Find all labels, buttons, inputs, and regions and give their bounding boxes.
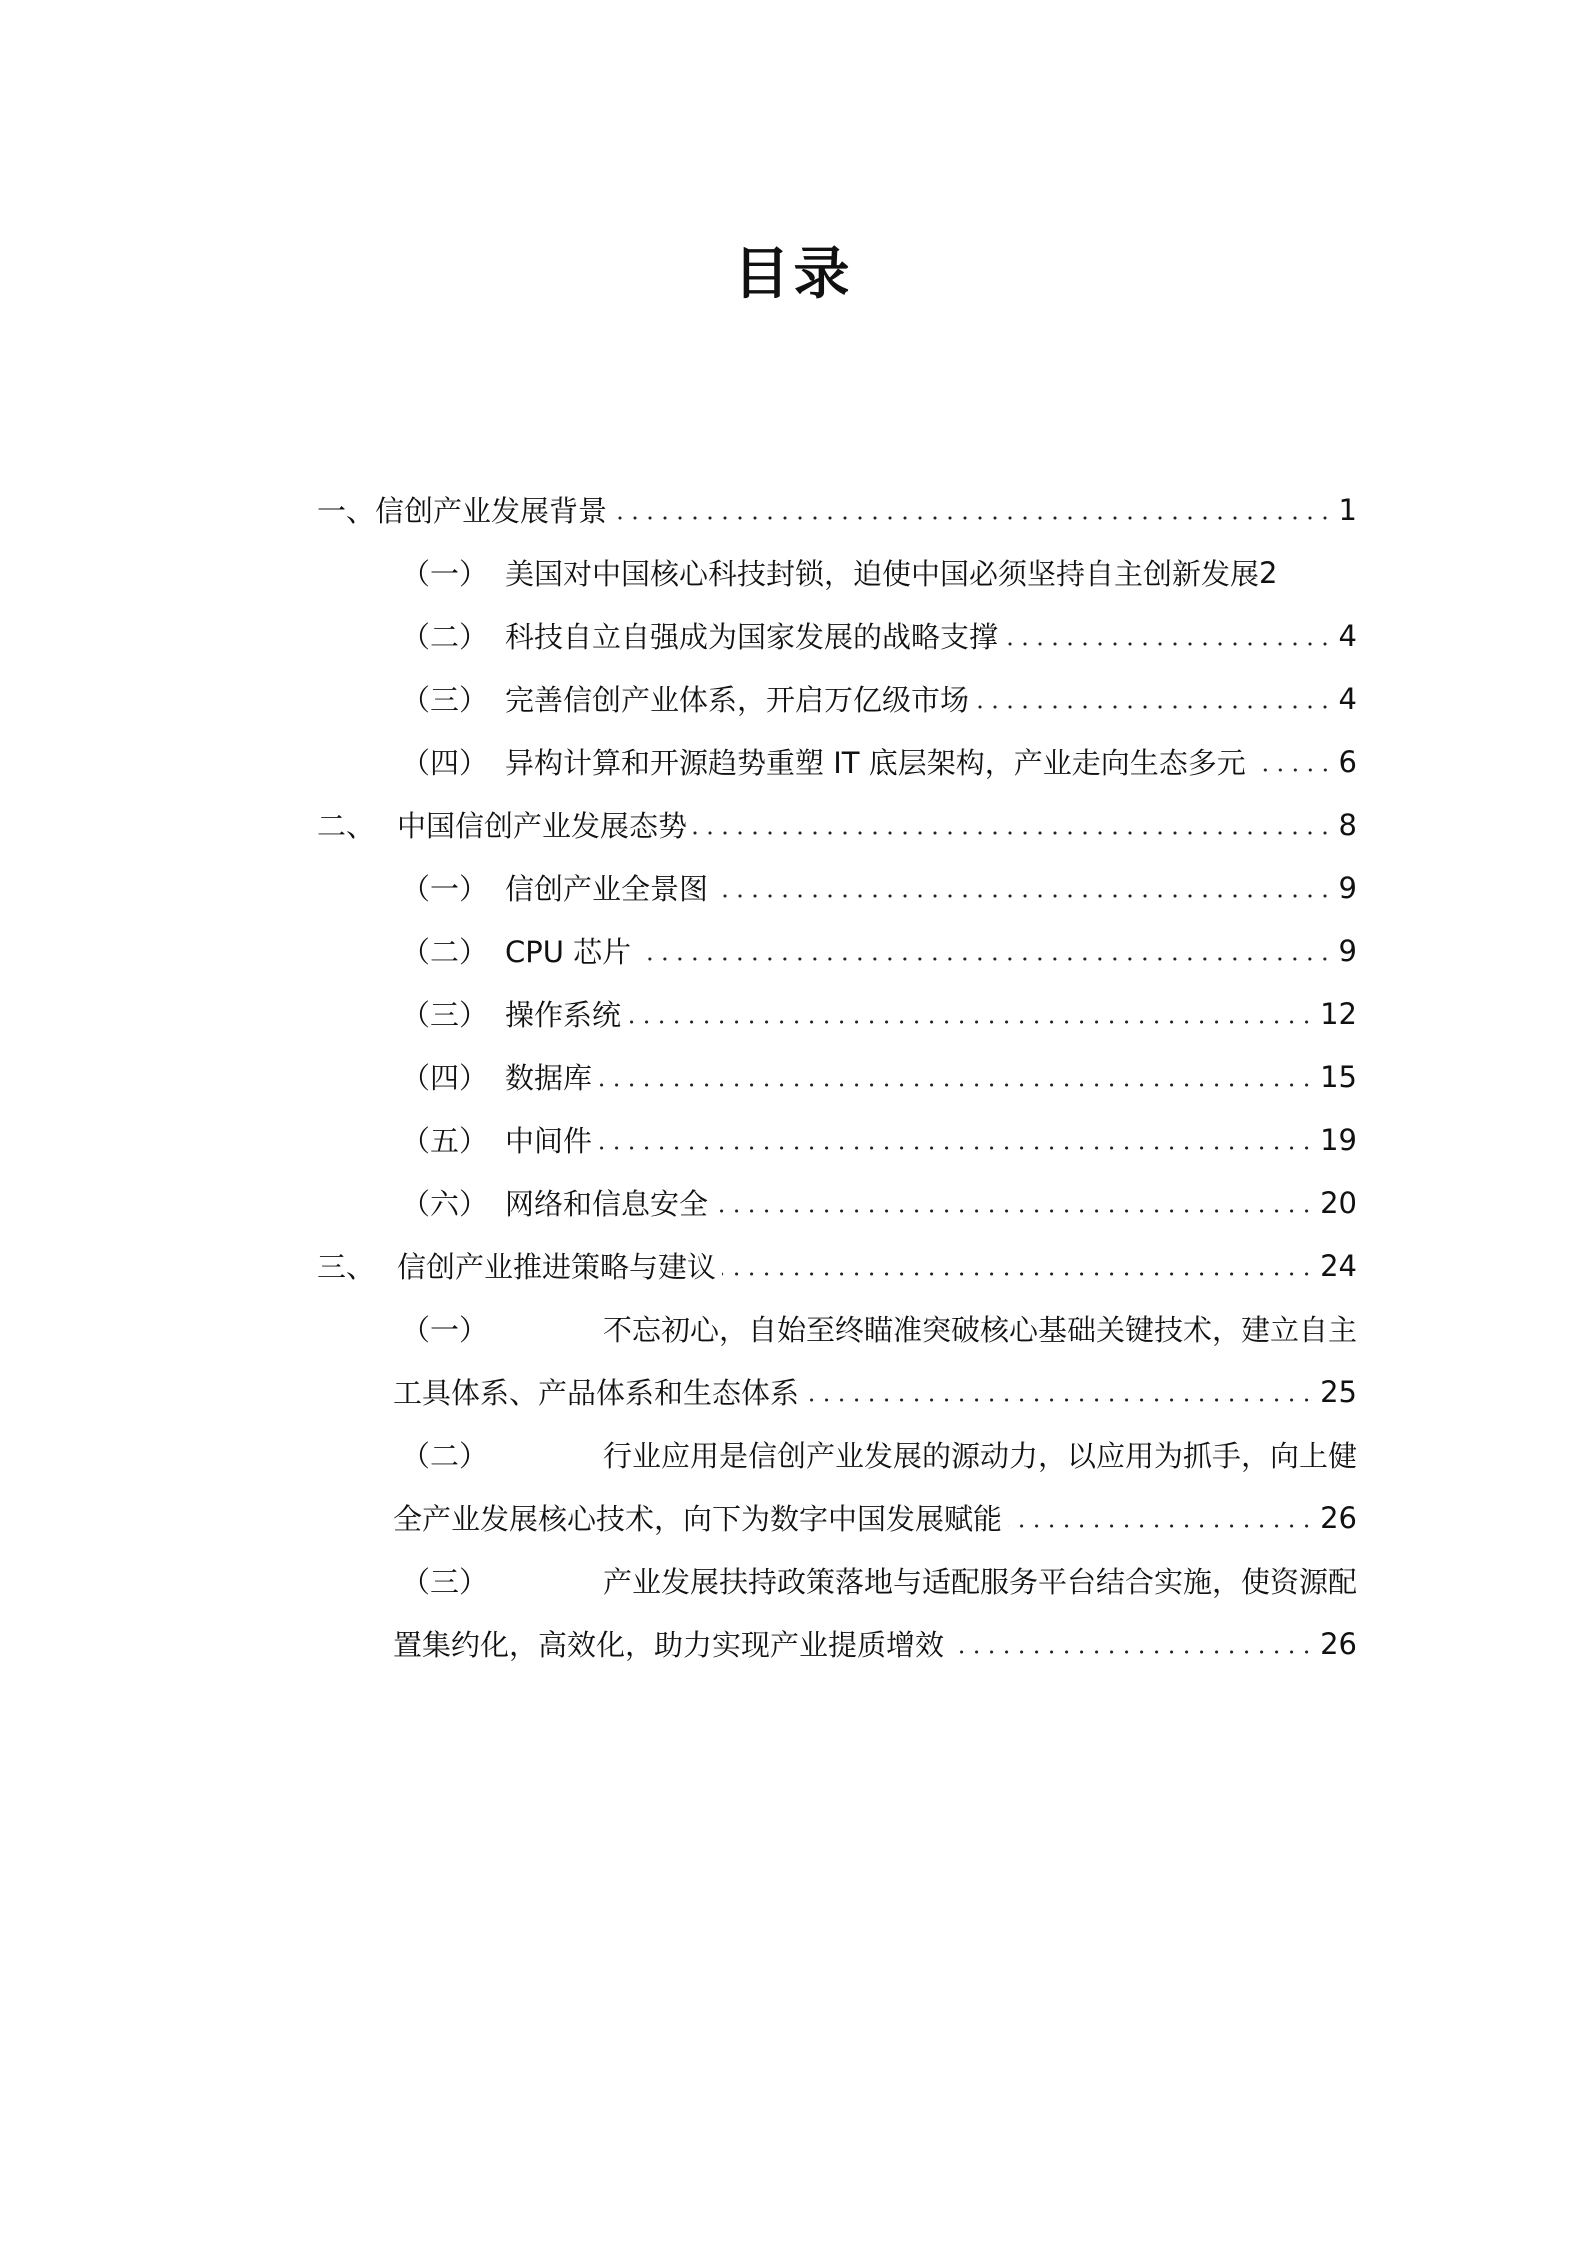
dot-leader <box>1004 642 1333 646</box>
toc-entry-number: 三、 <box>317 1250 376 1284</box>
toc-page-number: 20 <box>1320 1185 1357 1220</box>
dot-leader <box>950 1650 1314 1654</box>
toc-entry-number: 一、 <box>317 494 376 528</box>
toc-entry[interactable] <box>317 1171 1357 1234</box>
dot-leader <box>1252 768 1333 772</box>
toc-page-number: 2 <box>1259 555 1278 590</box>
toc-entry-number: （四） <box>401 1061 489 1095</box>
toc-page-number: 6 <box>1338 744 1357 779</box>
toc-entry[interactable] <box>317 1549 1357 1612</box>
toc-entry-number: （三） <box>401 998 489 1032</box>
toc-entry[interactable] <box>317 730 1357 793</box>
toc-entry-title: 美国对中国核心科技封锁，迫使中国必须坚持自主创新发展 <box>505 557 1260 591</box>
toc-entry[interactable] <box>317 604 1357 667</box>
toc-page-number: 4 <box>1338 681 1357 716</box>
toc-entry-title: 信创产业全景图 <box>505 872 709 906</box>
dot-leader <box>722 1272 1314 1276</box>
toc-entry-title: 产业发展扶持政策落地与适配服务平台结合实施，使资源配 <box>602 1565 1357 1599</box>
toc-page-number: 9 <box>1338 933 1357 968</box>
toc-entry-number: （一） <box>401 557 489 591</box>
toc-page-number: 4 <box>1338 618 1357 653</box>
toc-entry[interactable] <box>317 541 1357 604</box>
table-of-contents <box>317 478 1357 1675</box>
toc-entry-continuation[interactable] <box>317 1612 1357 1675</box>
dot-leader <box>1008 1524 1314 1528</box>
toc-entry[interactable] <box>317 1423 1357 1486</box>
dot-leader <box>637 957 1332 961</box>
toc-entry-title: CPU 芯片 <box>505 935 632 969</box>
toc-entry-continuation[interactable] <box>317 1360 1357 1423</box>
toc-entry[interactable] <box>317 1108 1357 1171</box>
toc-entry-number: 二、 <box>317 809 376 843</box>
toc-entry[interactable] <box>317 856 1357 919</box>
toc-entry-title: 网络和信息安全 <box>505 1187 709 1221</box>
toc-entry-number: （三） <box>401 683 489 717</box>
toc-entry-title: 信创产业发展背景 <box>375 494 608 528</box>
toc-page-number: 1 <box>1338 492 1357 527</box>
toc-page-number: 15 <box>1320 1059 1357 1094</box>
dot-leader <box>805 1398 1314 1402</box>
toc-entry[interactable] <box>317 1045 1357 1108</box>
toc-entry[interactable] <box>317 793 1357 856</box>
dot-leader <box>714 894 1333 898</box>
toc-entry-number: （二） <box>401 620 489 654</box>
dot-leader <box>598 1083 1314 1087</box>
toc-entry-number: （三） <box>401 1565 489 1599</box>
toc-page-number: 25 <box>1320 1374 1357 1409</box>
toc-entry[interactable] <box>317 1234 1357 1297</box>
toc-entry-title: 中间件 <box>505 1124 593 1158</box>
toc-entry[interactable] <box>317 919 1357 982</box>
toc-entry-title: 不忘初心，自始至终瞄准突破核心基础关键技术，建立自主 <box>602 1313 1357 1347</box>
toc-entry[interactable] <box>317 667 1357 730</box>
toc-page-number: 26 <box>1320 1500 1357 1535</box>
toc-entry-title: 异构计算和开源趋势重塑 IT 底层架构，产业走向生态多元 <box>505 746 1246 780</box>
toc-entry-title-continued: 置集约化，高效化，助力实现产业提质增效 <box>393 1628 945 1662</box>
toc-entry-continuation[interactable] <box>317 1486 1357 1549</box>
toc-page-number: 19 <box>1320 1122 1357 1157</box>
toc-entry-title: 信创产业推进策略与建议 <box>397 1250 717 1284</box>
toc-entry-title: 中国信创产业发展态势 <box>397 809 688 843</box>
dot-leader <box>714 1209 1314 1213</box>
toc-entry-title: 科技自立自强成为国家发展的战略支撑 <box>505 620 999 654</box>
toc-entry-title: 操作系统 <box>505 998 622 1032</box>
toc-entry-title: 数据库 <box>505 1061 593 1095</box>
toc-title: 目录 <box>733 242 854 307</box>
toc-page-number: 12 <box>1320 996 1357 1031</box>
toc-entry-title-continued: 全产业发展核心技术，向下为数字中国发展赋能 <box>393 1502 1003 1536</box>
toc-entry-number: （二） <box>401 935 489 969</box>
toc-entry[interactable] <box>317 478 1357 541</box>
toc-entry-number: （一） <box>401 1313 489 1347</box>
toc-entry-number: （一） <box>401 872 489 906</box>
dot-leader <box>975 705 1333 709</box>
toc-entry-title: 完善信创产业体系，开启万亿级市场 <box>505 683 970 717</box>
dot-leader <box>598 1146 1314 1150</box>
toc-page-number: 24 <box>1320 1248 1357 1283</box>
toc-entry-title-continued: 工具体系、产品体系和生态体系 <box>393 1376 800 1410</box>
toc-entry[interactable] <box>317 982 1357 1045</box>
dot-leader <box>613 516 1333 520</box>
toc-page-number: 8 <box>1338 807 1357 842</box>
toc-entry-title: 行业应用是信创产业发展的源动力，以应用为抓手，向上健 <box>602 1439 1357 1473</box>
toc-entry-number: （四） <box>401 746 489 780</box>
toc-entry-number: （二） <box>401 1439 489 1473</box>
dot-leader <box>627 1020 1314 1024</box>
toc-page-number: 26 <box>1320 1626 1357 1661</box>
toc-entry-number: （六） <box>401 1187 489 1221</box>
toc-entry[interactable] <box>317 1297 1357 1360</box>
dot-leader <box>693 831 1333 835</box>
toc-entry-number: （五） <box>401 1124 489 1158</box>
toc-page-number: 9 <box>1338 870 1357 905</box>
